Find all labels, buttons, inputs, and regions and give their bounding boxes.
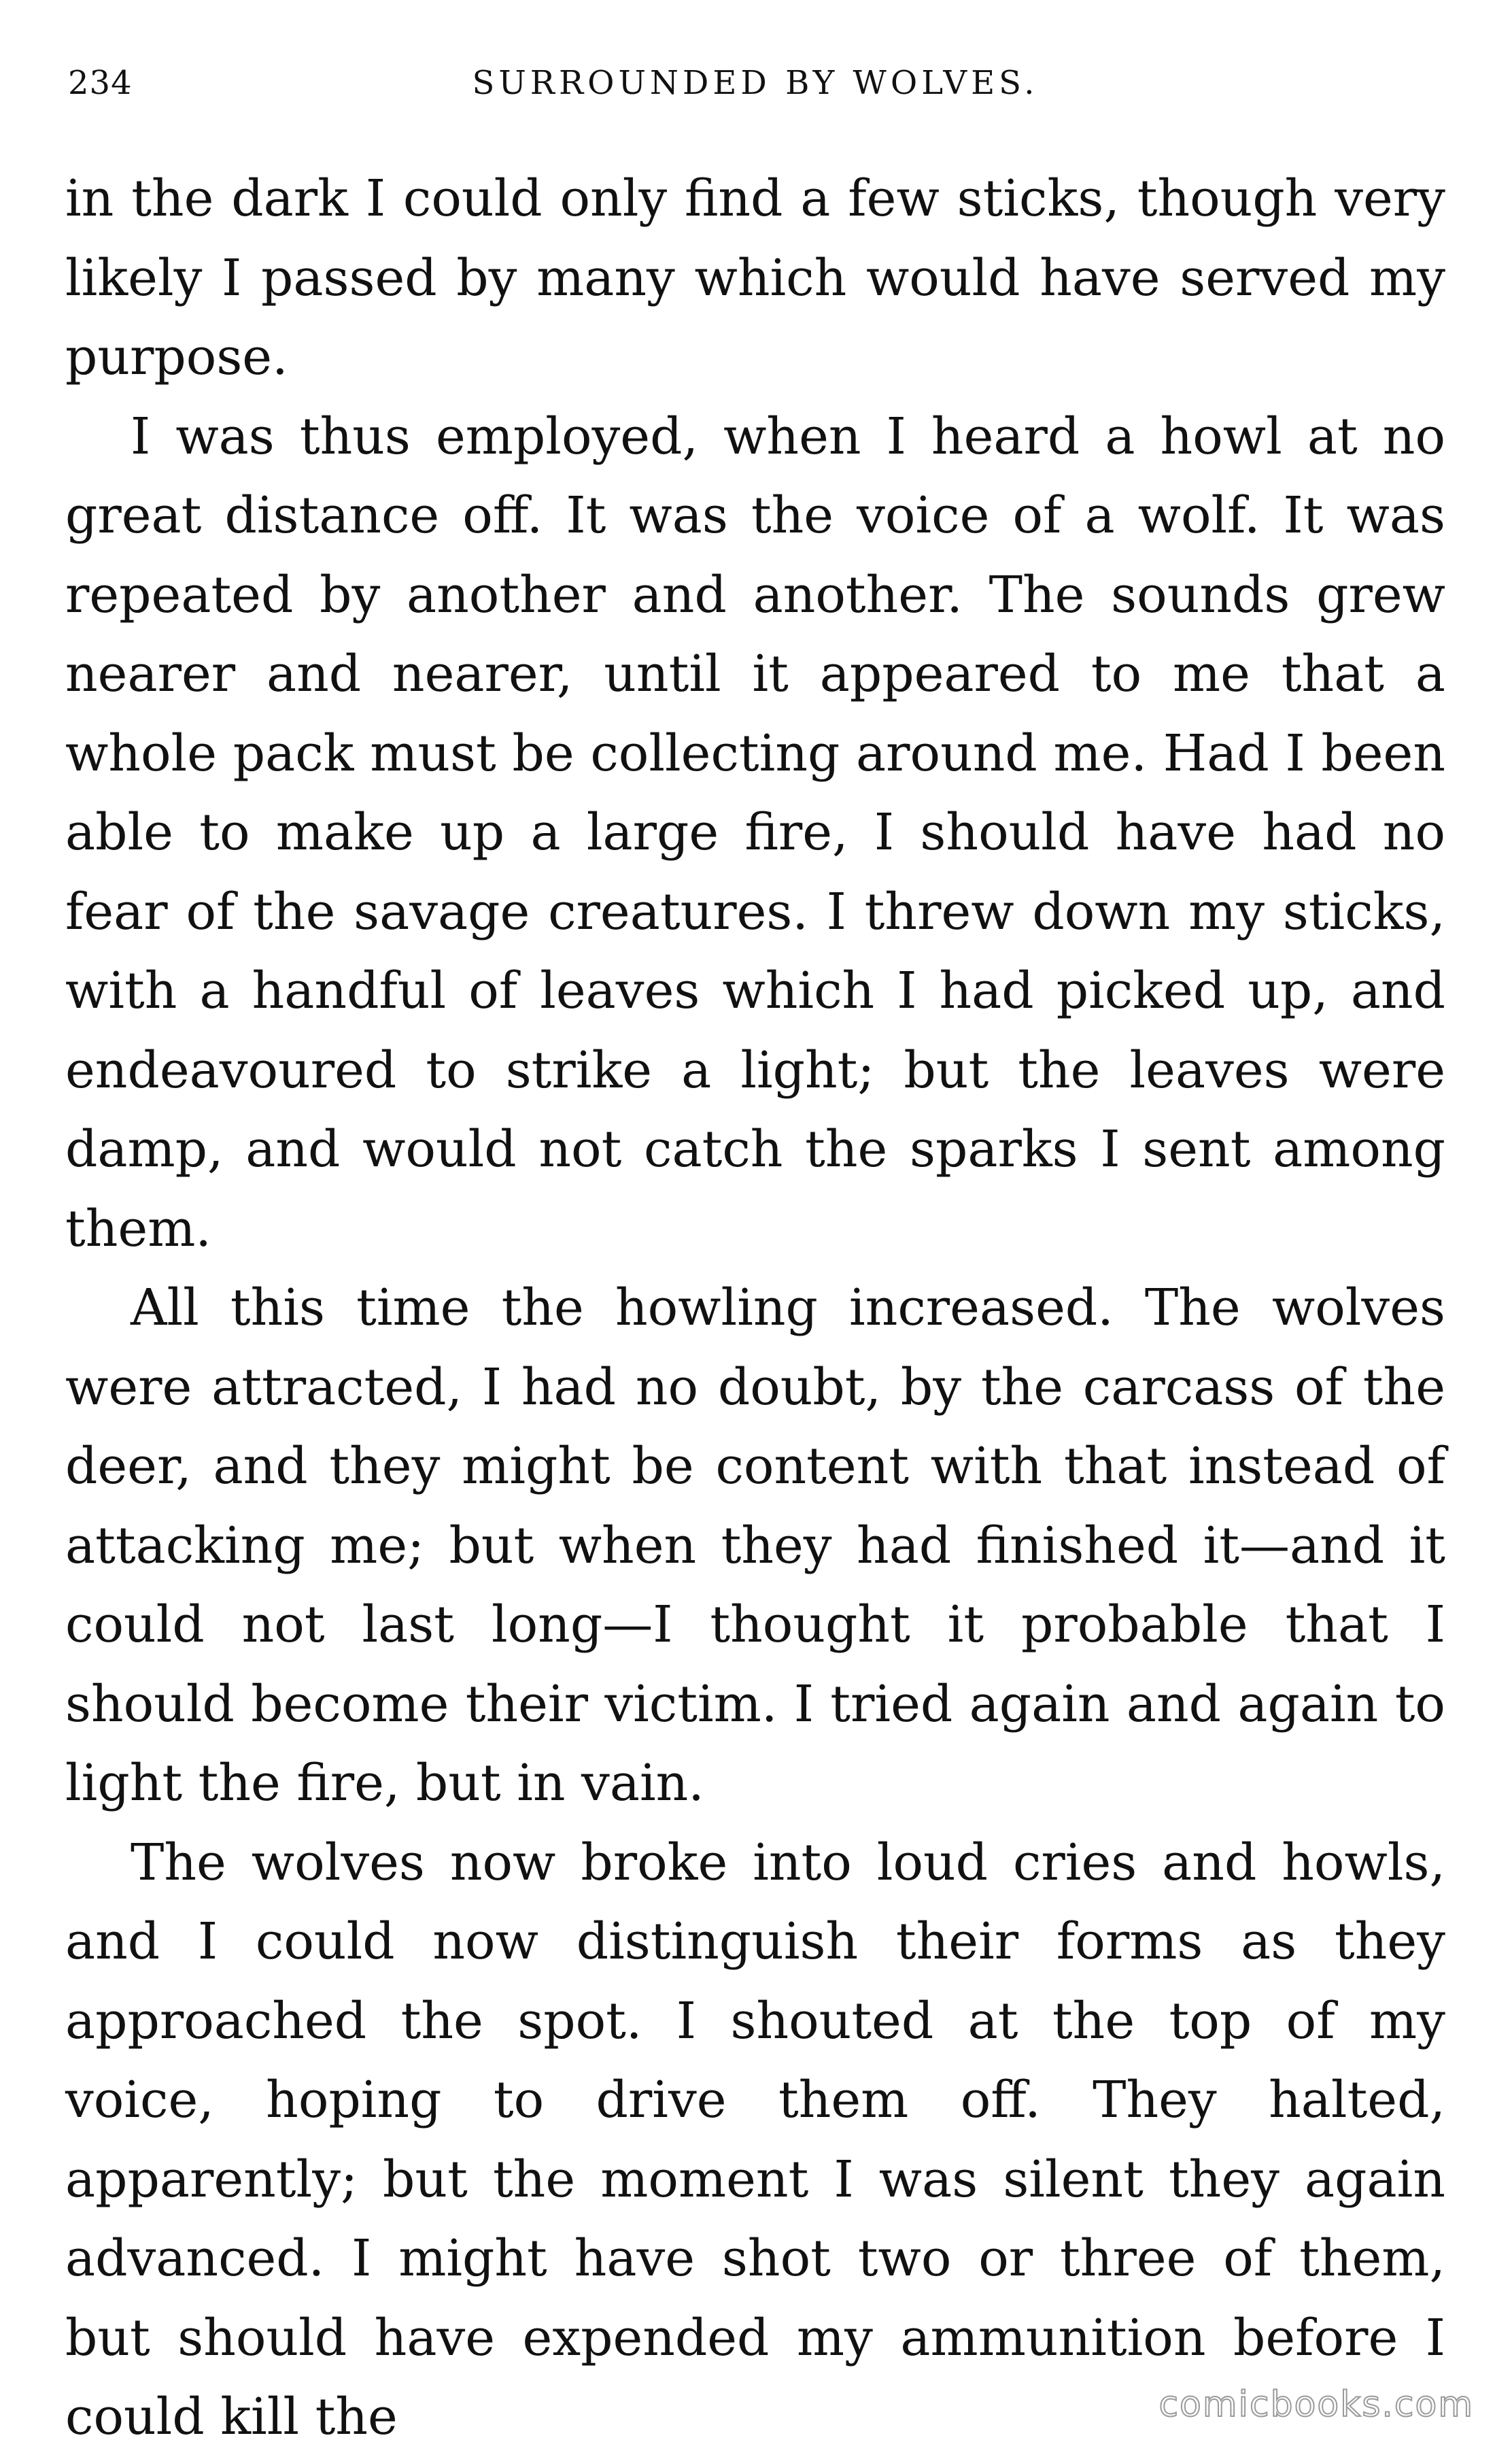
watermark: comicbooks.com (1158, 2384, 1474, 2425)
page-number: 234 (68, 64, 133, 102)
running-head: SURROUNDED BY WOLVES. (472, 64, 1039, 102)
paragraph-3: All this time the howling increased. The wolves were attracted, I had no doubt, by the carcass of the deer, and they might be content with that instead of attacking me; but when they had finished it—and it could not last long—I thought it probable that I should become their victim. I tried again and again to light the fire, but in vain. (65, 1278, 1445, 1812)
paragraph-2: I was thus employed, when I heard a howl at no great distance off. It was the voice of a wolf. It was repeated by another and another. The sounds grew nearer and nearer, until it appeared to me that a whole pack must be collecting around me. Had I been able to make up a large fire, I should have had no fear of the savage creatures. I threw down my sticks, with a handful of leaves which I had picked up, and endeavoured to strike a light; but the leaves were damp, and would not catch the sparks I sent among them. (65, 407, 1445, 1258)
paragraph-4: The wolves now broke into loud cries and howls, and I could now distinguish their forms as they approached the spot. I shouted at the top of my voice, hoping to drive them off. They halted, apparently; but the moment I was silent they again advanced. I might have shot two or three of them, but should have expended my ammunition before I could kill the (65, 1833, 1445, 2446)
page-header (65, 44, 1445, 125)
body-text (65, 159, 1445, 2457)
paragraph-1: in the dark I could only find a few sticks, though very likely I passed by many which would have served my purpose. (65, 169, 1445, 386)
